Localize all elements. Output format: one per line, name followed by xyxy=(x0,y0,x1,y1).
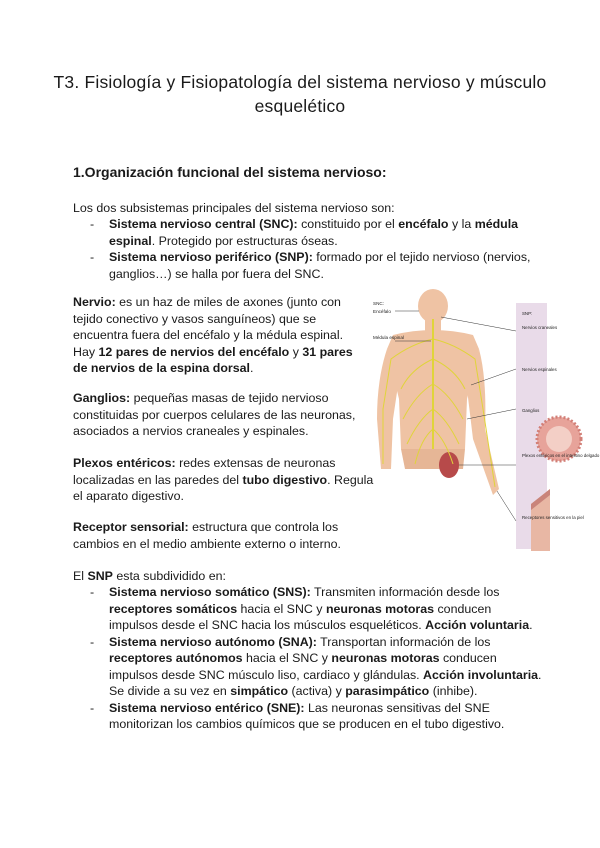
subsystems-list xyxy=(73,216,543,282)
ganglios-definition: Ganglios: pequeñas masas de tejido nervioso constituidas por cuerpos celulares de las neuronas, asociados a nervios craneales y espinales. xyxy=(73,391,356,438)
snp-intro: El SNP esta subdividido en: xyxy=(73,569,226,583)
receptores-label: Receptores sensitivos en la piel xyxy=(522,515,584,520)
section-intro: Los dos subsistemas principales del sistema nervioso son: xyxy=(73,201,395,215)
list-item: - Sistema nervioso periférico (SNP): formado por el tejido nervioso (nervios, ganglios…) se halla por fuera del SNC. xyxy=(73,249,543,282)
snc-label: SNC: xyxy=(373,301,384,306)
ganglios-label: Ganglios xyxy=(522,408,540,413)
nervous-system-figure xyxy=(371,289,600,551)
list-item: - Sistema nervioso autónomo (SNA): Transportan información de los receptores autónomos hacia el SNC y neuronas motoras conducen impulsos desde SNC músculo liso, cardiaco y glándulas. Acción involuntaria. Se divide a su vez en simpático (activa) y parasimpático (inhibe). xyxy=(73,634,543,700)
list-item: - Sistema nervioso central (SNC): constituido por el encéfalo y la médula espinal. Protegido por estructuras óseas. xyxy=(73,216,543,249)
espinales-label: Nervios espinales xyxy=(522,367,557,372)
snp-label: SNP: xyxy=(522,311,533,316)
craneales-label: Nervios craneales xyxy=(522,325,558,330)
snp-subdivision-list xyxy=(73,584,543,733)
plexos-definition: Plexos entéricos: redes extensas de neuronas localizadas en las paredes del tubo digestivo. Regula el aparato digestivo. xyxy=(73,456,374,503)
plexos-label: Plexos entéricos en el intestino delgado xyxy=(522,453,600,458)
section-heading: 1.Organización funcional del sistema nervioso: xyxy=(73,164,387,180)
receptor-definition: Receptor sensorial: estructura que controla los cambios en el medio ambiente externo o interno. xyxy=(73,520,341,551)
nervio-definition: Nervio: es un haz de miles de axones (junto con tejido conectivo y vasos sanguíneos) que se encuentra fuera del encéfalo y la médula espinal. Hay 12 pares de nervios del encéfalo y 31 pares de nervios de la espina dorsal. xyxy=(73,295,353,375)
page-title: T3. Fisiología y Fisiopatología del sistema nervioso y músculo esquelético xyxy=(53,72,547,116)
encefalo-label: Encéfalo xyxy=(373,309,391,314)
list-item: - Sistema nervioso somático (SNS): Transmiten información desde los receptores somáticos hacia el SNC y neuronas motoras conducen impulsos desde el SNC hacia los músculos esqueléticos. Acción voluntaria. xyxy=(73,584,543,634)
medula-label: Médula espinal xyxy=(373,335,404,340)
list-item: - Sistema nervioso entérico (SNE): Las neuronas sensitivas del SNE monitorizan los cambios químicos que se producen en el tubo digestivo. xyxy=(73,700,543,733)
